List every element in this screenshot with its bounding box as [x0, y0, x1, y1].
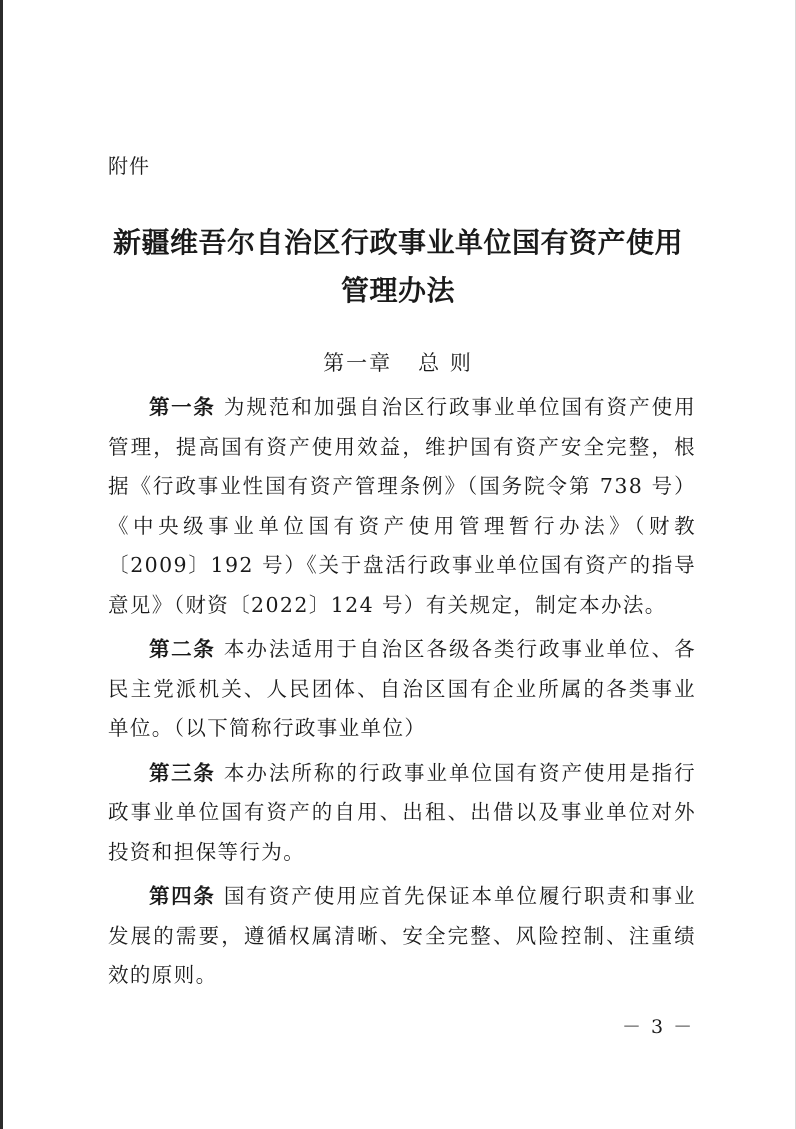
article-text: 为规范和加强自治区行政事业单位国有资产使用管理，提高国有资产使用效益，维护国有资产安全完整，根据《行政事业性国有资产管理条例》（国务院令第 738 号）《中央级事业单位国有资产使用管理暂行办法》（财教〔2009〕192 号）《关于盘活行政事业单位国有资产的指导意见》（财资〔2022〕124 号）有关规定，制定本办法。	[108, 395, 696, 617]
document-body	[108, 388, 696, 1001]
chapter-number: 第一章	[323, 351, 393, 375]
document-title-line-2: 管理办法	[340, 274, 455, 307]
article-4	[108, 877, 696, 996]
scan-left-edge	[0, 0, 3, 1129]
article-2	[108, 630, 696, 749]
article-label: 第二条	[149, 637, 216, 661]
chapter-heading	[0, 347, 796, 377]
article-3	[108, 754, 696, 873]
article-label: 第四条	[149, 884, 216, 908]
document-title	[90, 219, 706, 315]
page-number: － 3 －	[622, 1016, 695, 1038]
article-label: 第三条	[149, 760, 216, 785]
article-label: 第一条	[149, 395, 216, 419]
chapter-name: 总 则	[418, 351, 473, 375]
article-text: 本办法所称的行政事业单位国有资产使用是指行政事业单位国有资产的自用、出租、出借以及事业单位对外投资和担保等行为。	[108, 760, 696, 864]
article-text: 本办法适用于自治区各级各类行政事业单位、各民主党派机关、人民团体、自治区国有企业所属的各类事业单位。（以下简称行政事业单位）	[108, 637, 696, 740]
document-title-line-1: 新疆维吾尔自治区行政事业单位国有资产使用	[112, 226, 683, 259]
attachment-label: 附件	[108, 154, 150, 178]
article-text: 国有资产使用应首先保证本单位履行职责和事业发展的需要，遵循权属清晰、安全完整、风险控制、注重绩效的原则。	[108, 884, 696, 987]
article-1	[108, 388, 696, 625]
